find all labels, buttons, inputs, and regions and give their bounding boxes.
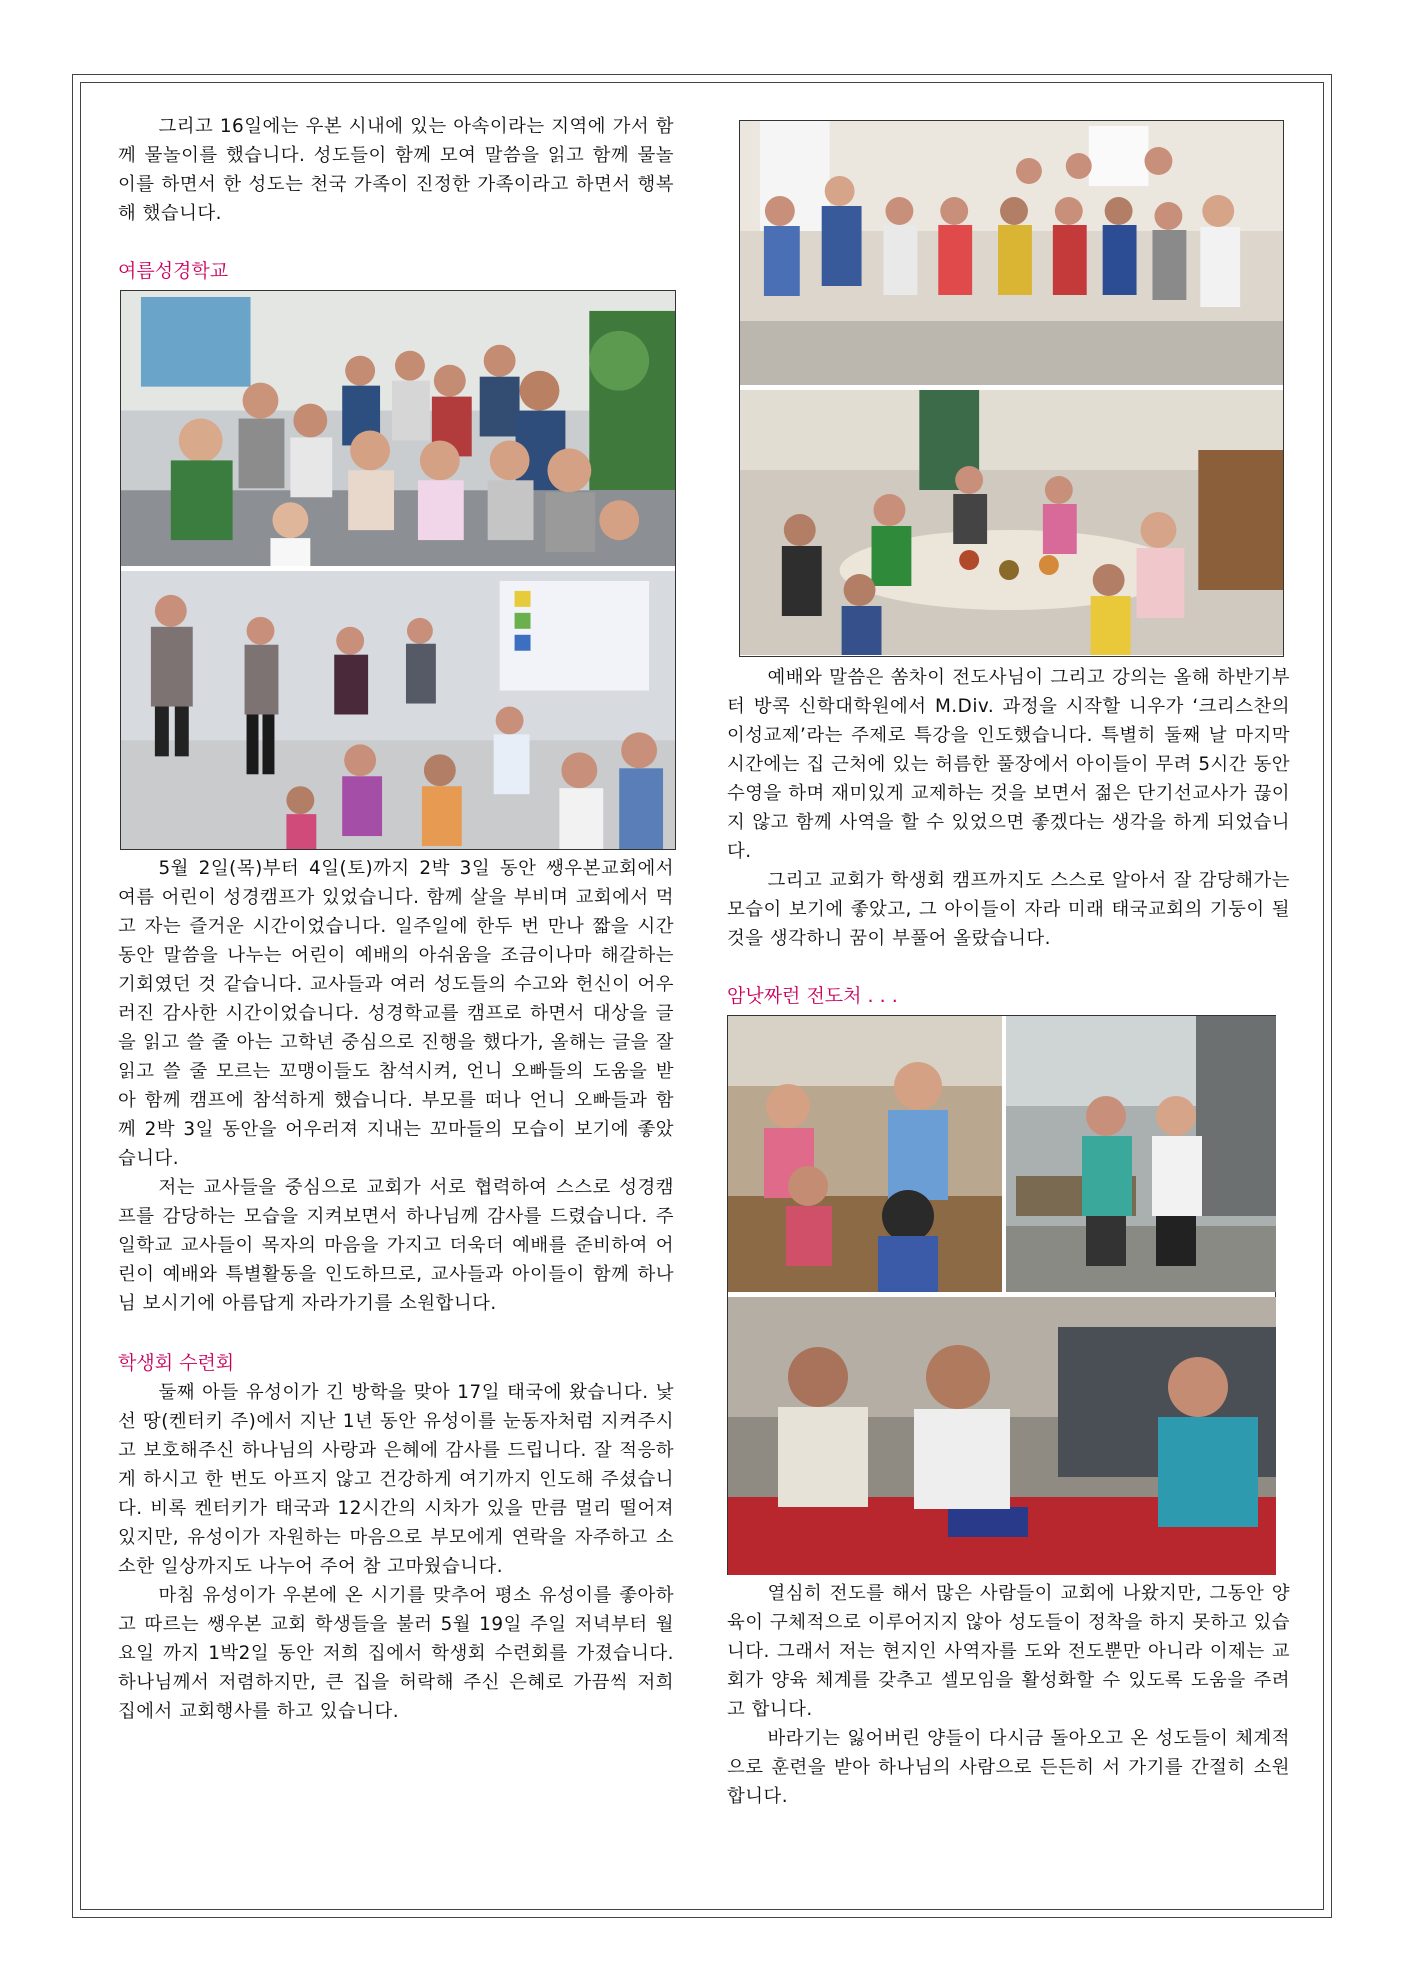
right-column: [727, 112, 1290, 1811]
student-retreat-photos: [739, 120, 1284, 657]
photo-men-meeting: [728, 1297, 1276, 1575]
paragraph-son-arrival: 둘째 아들 유성이가 긴 방학을 맞아 17일 태국에 왔습니다. 낯선 땅(켄터키 주)에서 지난 1년 동안 유성이를 눈동자처럼 지켜주시고 보호해주신 하나님의 사랑과 은혜에 감사를 드립니다. 잘 적응하게 하시고 한 번도 아프지 않고 건강하게 여기까지 인도해 주셨습니다. 비록 켄터키가 태국과 12시간의 시차가 있을 만큼 멀리 떨어져 있지만, 유성이가 자원하는 마음으로 부모에게 연락을 자주하고 소소한 일상까지도 나누어 주어 참 고마웠습니다.: [118, 1382, 674, 1577]
paragraph-church-future: 그리고 교회가 학생회 캠프까지도 스스로 알아서 잘 감당해가는 모습이 보기에 좋았고, 그 아이들이 자라 미래 태국교회의 기둥이 될 것을 생각하니 꿈이 부풀어 올랐습니다.: [727, 870, 1290, 949]
photo-students-meal: [740, 390, 1283, 655]
section-heading-amnat-charoen: 암낫짜런 전도처 . . .: [727, 985, 898, 1007]
photo-children-dancing: [121, 571, 675, 849]
photo-women-talking: [1006, 1016, 1276, 1292]
paragraph-prayer: 바라기는 잃어버린 양들이 다시금 돌아오고 온 성도들이 체계적으로 훈련을 받아 하나님의 사람으로 든든히 서 가기를 간절히 소원합니다.: [727, 1728, 1290, 1807]
photo-children-group: [121, 291, 675, 566]
paragraph-worship-lecture: 예배와 말씀은 쏨차이 전도사님이 그리고 강의는 올해 하반기부터 방콕 신학대학원에서 M.Div. 과정을 시작할 니우가 ‘크리스찬의 이성교제’라는 주제로 특강을 인도했습니다. 특별히 둘째 날 마지막 시간에는 집 근처에 있는 허름한 풀장에서 아이들이 무려 5시간 동안 수영을 하며 재미있게 교제하는 것을 보면서 젊은 단기선교사가 끊이지 않고 함께 사역을 할 수 있었으면 좋겠다는 생각을 하게 되었습니다.: [727, 667, 1290, 862]
left-column: [118, 112, 674, 1726]
paragraph-student-retreat: 마침 유성이가 우본에 온 시기를 맞추어 평소 유성이를 좋아하고 따르는 쌩우본 교회 학생들을 불러 5월 19일 주일 저녁부터 월요일 까지 1박2일 동안 저희 집에서 학생회 수련회를 가졌습니다. 하나님께서 저렴하지만, 큰 집을 허락해 주신 은혜로 가끔씩 저희 집에서 교회행사를 하고 있습니다.: [118, 1585, 674, 1722]
paragraph-water-play: 그리고 16일에는 우본 시내에 있는 아속이라는 지역에 가서 함께 물놀이를 했습니다. 성도들이 함께 모여 말씀을 읽고 함께 물놀이를 하면서 한 성도는 천국 가족이 진정한 가족이라고 하면서 행복해 했습니다.: [118, 116, 674, 224]
summer-bible-school-photos: [120, 290, 676, 850]
paragraph-summer-camp: 5월 2일(목)부터 4일(토)까지 2박 3일 동안 쌩우본교회에서 여름 어린이 성경캠프가 있었습니다. 함께 살을 부비며 교회에서 먹고 자는 즐거운 시간이었습니다. 일주일에 한두 번 만나 짧을 시간동안 말씀을 나누는 어린이 예배의 아쉬움을 조금이나마 해갈하는 기회였던 것 같습니다. 교사들과 여러 성도들의 수고와 헌신이 어우러진 감사한 시간이었습니다. 성경학교를 캠프로 하면서 대상을 글을 읽고 쓸 줄 아는 고학년 중심으로 진행을 했다가, 올해는 글을 잘 읽고 쓸 줄 모르는 꼬맹이들도 참석시켜, 언니 오빠들의 도움을 받아 함께 캠프에 참석하게 했습니다. 부모를 떠나 언니 오빠들과 함께 2박 3일 동안을 어우러져 지내는 꼬마들의 모습이 보기에 좋았습니다.: [118, 858, 674, 1169]
amnat-charoen-photos: [727, 1015, 1276, 1575]
paragraph-discipleship: 열심히 전도를 해서 많은 사람들이 교회에 나왔지만, 그동안 양육이 구체적으로 이루어지지 않아 성도들이 정착을 하지 못하고 있습니다. 그래서 저는 현지인 사역자를 도와 전도뿐만 아니라 이제는 교회가 양육 체계를 갖추고 셀모임을 활성화할 수 있도록 도움을 주려고 합니다.: [727, 1583, 1290, 1720]
photo-children-with-pastor: [728, 1016, 1002, 1292]
section-heading-student-retreat: 학생회 수련회: [118, 1352, 235, 1374]
section-heading-summer-bible-school: 여름성경학교: [118, 260, 229, 282]
paragraph-teachers-thanks: 저는 교사들을 중심으로 교회가 서로 협력하여 스스로 성경캠프를 감당하는 모습을 지켜보면서 하나님께 감사를 드렸습니다. 주일학교 교사들이 목자의 마음을 가지고 더욱더 예배를 준비하여 어린이 예배와 특별활동을 인도하므로, 교사들과 아이들이 함께 하나님 보시기에 아름답게 자라가기를 소원합니다.: [118, 1177, 674, 1314]
photo-students-group: [740, 121, 1283, 385]
